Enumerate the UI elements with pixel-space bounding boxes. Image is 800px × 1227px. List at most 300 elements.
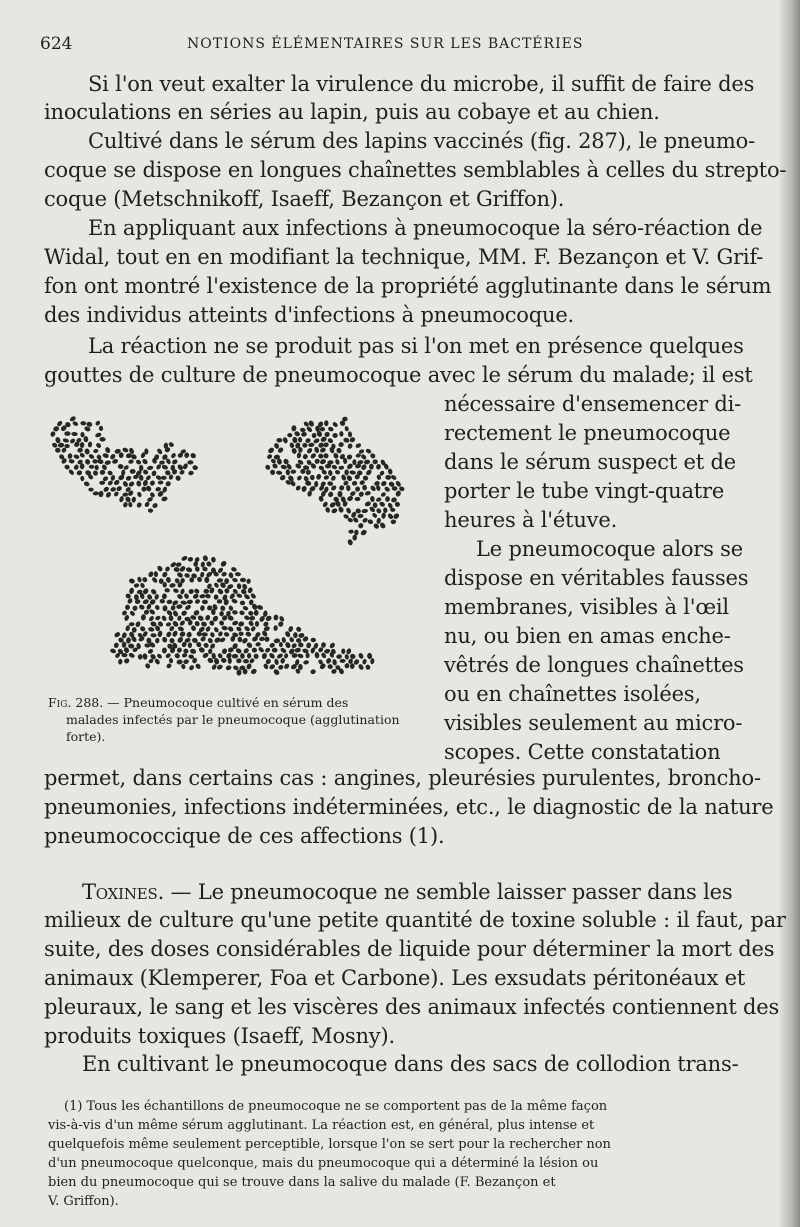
coccus-dot: [306, 447, 313, 454]
coccus-dot: [288, 625, 294, 632]
coccus-dot: [136, 491, 142, 498]
coccus-dot: [72, 420, 79, 426]
body-line: En appliquant aux infections à pneumocoque la séro-réaction de: [88, 216, 763, 240]
coccus-dot: [128, 502, 133, 508]
coccus-dot: [345, 507, 352, 514]
coccus-dot: [344, 663, 350, 669]
coccus-dot: [56, 420, 63, 427]
coccus-dot: [125, 625, 131, 632]
coccus-dot: [360, 463, 367, 471]
coccus-dot: [338, 465, 344, 470]
body-line: rectement le pneumocoque: [444, 421, 731, 445]
coccus-dot: [240, 653, 245, 659]
coccus-dot: [188, 642, 192, 648]
coccus-dot: [320, 427, 326, 432]
body-line: gouttes de culture de pneumocoque avec le sérum du malade; il est: [44, 363, 753, 387]
coccus-dot: [99, 426, 103, 431]
coccus-dot: [190, 625, 197, 632]
coccus-dot: [273, 638, 280, 644]
coccus-dot: [133, 583, 139, 589]
coccus-dot: [194, 598, 201, 605]
coccus-dot: [290, 469, 296, 474]
coccus-dot: [387, 468, 392, 475]
coccus-dot: [192, 593, 199, 600]
coccus-dot: [154, 571, 159, 577]
coccus-dot: [195, 663, 202, 670]
coccus-dot: [213, 582, 219, 589]
coccus-dot: [135, 621, 142, 628]
coccus-dot: [221, 647, 228, 654]
coccus-dot: [89, 465, 95, 469]
coccus-dot: [365, 448, 372, 455]
coccus-dot: [317, 453, 324, 460]
coccus-dot: [295, 485, 302, 492]
coccus-dot: [357, 522, 364, 529]
coccus-dot: [168, 615, 173, 621]
coccus-dot: [128, 652, 136, 659]
coccus-dot: [267, 447, 275, 455]
running-head: NOTIONS ÉLÉMENTAIRES SUR LES BACTÉRIES: [187, 36, 584, 52]
coccus-dot: [180, 600, 187, 605]
coccus-dot: [139, 582, 145, 589]
coccus-dot: [197, 614, 205, 622]
coccus-dot: [200, 621, 207, 627]
coccus-dot: [139, 625, 146, 632]
coccus-dot: [142, 479, 149, 487]
body-line: fon ont montré l'existence de la propriété agglutinante dans le sérum: [44, 274, 772, 298]
coccus-dot: [179, 469, 186, 476]
coccus-dot: [151, 502, 158, 509]
coccus-dot: [151, 470, 157, 477]
coccus-dot: [339, 431, 344, 437]
coccus-dot: [273, 625, 278, 631]
coccus-dot: [77, 447, 84, 453]
coccus-dot: [380, 491, 387, 498]
coccus-dot: [165, 631, 172, 638]
coccus-dot: [208, 648, 213, 654]
coccus-dot: [354, 497, 360, 501]
coccus-dot: [157, 630, 163, 637]
coccus-dot: [277, 620, 284, 627]
coccus-dot: [289, 442, 295, 449]
coccus-dot: [306, 642, 312, 649]
coccus-dot: [93, 491, 99, 496]
coccus-dot: [122, 447, 129, 453]
coccus-dot: [84, 448, 90, 455]
coccus-dot: [349, 490, 356, 497]
figure-caption-line: malades infectés par le pneumocoque (agglutination: [66, 712, 400, 727]
coccus-dot: [236, 583, 241, 590]
coccus-dot: [119, 496, 125, 503]
body-line: membranes, visibles à l'œil: [444, 595, 729, 619]
coccus-dot: [274, 658, 280, 665]
coccus-dot: [276, 438, 282, 443]
coccus-dot: [155, 486, 162, 492]
coccus-dot: [339, 659, 345, 663]
body-line: porter le tube vingt-quatre: [444, 479, 725, 503]
coccus-dot: [180, 663, 186, 669]
coccus-dot: [338, 506, 345, 513]
coccus-dot: [87, 441, 92, 447]
coccus-dot: [322, 452, 329, 459]
coccus-dot: [291, 425, 296, 431]
coccus-dot: [181, 652, 187, 658]
coccus-dot: [183, 593, 190, 600]
coccus-dot: [202, 599, 208, 604]
coccus-dot: [99, 437, 105, 442]
coccus-dot: [359, 479, 366, 485]
coccus-dot: [138, 604, 145, 611]
coccus-dot: [128, 480, 135, 487]
coccus-dot: [238, 632, 243, 637]
coccus-dot: [104, 460, 111, 466]
coccus-dot: [328, 470, 333, 477]
coccus-dot: [168, 441, 175, 448]
coccus-dot: [142, 598, 150, 605]
coccus-dot: [154, 593, 160, 600]
coccus-dot: [250, 625, 256, 632]
coccus-dot: [344, 654, 349, 660]
coccus-dot: [228, 572, 234, 579]
coccus-dot: [148, 627, 155, 633]
coccus-dot: [357, 514, 363, 519]
coccus-dot: [170, 604, 176, 611]
coccus-dot: [250, 668, 258, 675]
coccus-dot: [183, 648, 189, 654]
coccus-dot: [202, 555, 209, 562]
coccus-dot: [189, 648, 197, 655]
coccus-dot: [344, 469, 349, 475]
coccus-dot: [172, 588, 179, 594]
coccus-dot: [258, 646, 265, 653]
coccus-dot: [314, 458, 321, 465]
coccus-dot: [228, 605, 234, 612]
coccus-dot: [301, 485, 308, 492]
coccus-dot: [375, 507, 382, 514]
coccus-dot: [375, 463, 381, 470]
coccus-dot: [125, 604, 131, 610]
coccus-dot: [279, 642, 283, 647]
coccus-dot: [220, 605, 226, 611]
coccus-dot: [227, 625, 234, 632]
coccus-dot: [319, 458, 327, 465]
coccus-dot: [390, 519, 396, 524]
coccus-dot: [92, 470, 99, 477]
footnote-line: vis-à-vis d'un même sérum agglutinant. La réaction est, en général, plus intense et: [48, 1118, 595, 1133]
coccus-dot: [99, 481, 105, 485]
coccus-dot: [139, 465, 143, 471]
coccus-dot: [362, 517, 369, 524]
figure-caption-line: [48, 694, 348, 711]
coccus-dot: [179, 631, 186, 638]
coccus-dot: [141, 458, 148, 465]
coccus-dot: [268, 663, 275, 670]
coccus-dot: [243, 615, 250, 621]
coccus-dot: [310, 452, 317, 459]
coccus-dot: [94, 465, 98, 471]
coccus-dot: [200, 636, 207, 643]
coccus-dot: [80, 421, 86, 426]
coccus-dot: [95, 442, 102, 449]
coccus-dot: [348, 431, 353, 437]
coccus-dot: [95, 420, 102, 427]
coccus-dot: [64, 464, 71, 470]
coccus-dot: [165, 577, 171, 584]
coccus-dot: [232, 610, 238, 615]
coccus-dot: [364, 501, 372, 508]
coccus-dot: [73, 464, 80, 471]
coccus-dot: [346, 453, 353, 460]
coccus-dot: [209, 632, 215, 638]
coccus-dot: [183, 659, 190, 665]
coccus-dot: [372, 459, 378, 464]
body-line: heures à l'étuve.: [444, 508, 618, 532]
coccus-dot: [156, 653, 163, 660]
coccus-dot: [162, 605, 168, 612]
coccus-dot: [246, 663, 253, 670]
coccus-dot: [110, 475, 116, 482]
section-heading-toxines: Toxines. —: [82, 880, 192, 904]
coccus-dot: [103, 486, 110, 493]
coccus-dot: [68, 469, 75, 476]
coccus-dot: [144, 501, 151, 508]
coccus-dot: [205, 593, 211, 598]
coccus-dot: [285, 469, 290, 476]
coccus-dot: [139, 474, 144, 481]
coccus-dot: [354, 486, 361, 493]
coccus-dot: [62, 438, 69, 444]
coccus-dot: [201, 632, 207, 636]
coccus-dot: [144, 662, 151, 669]
coccus-dot: [204, 577, 209, 583]
coccus-dot: [175, 475, 182, 482]
coccus-dot: [355, 442, 362, 448]
coccus-dot: [190, 452, 197, 459]
coccus-dot: [296, 475, 303, 482]
coccus-dot: [242, 605, 249, 611]
coccus-dot: [338, 491, 343, 497]
coccus-dot: [148, 615, 155, 622]
coccus-dot: [128, 643, 135, 649]
coccus-dot: [213, 626, 219, 633]
coccus-dot: [98, 490, 104, 497]
coccus-dot: [273, 614, 279, 621]
coccus-dot: [99, 469, 105, 475]
coccus-dot: [132, 605, 138, 611]
coccus-dot: [232, 620, 239, 626]
coccus-dot: [385, 475, 391, 480]
body-line: des individus atteints d'infections à pneumocoque.: [44, 303, 575, 327]
coccus-dot: [147, 648, 154, 655]
coccus-dot: [151, 576, 158, 584]
body-line: La réaction ne se produit pas si l'on met en présence quelques: [88, 334, 744, 358]
coccus-dot: [268, 652, 276, 660]
coccus-dot: [247, 653, 252, 659]
coccus-dot: [293, 632, 298, 638]
coccus-dot: [344, 426, 349, 432]
coccus-dot: [164, 588, 170, 593]
coccus-dot: [266, 453, 273, 460]
coccus-dot: [369, 485, 376, 492]
coccus-dot: [305, 469, 312, 476]
coccus-dot: [333, 452, 340, 459]
body-line: coque se dispose en longues chaînettes semblables à celles du strepto-: [44, 158, 787, 182]
coccus-dot: [370, 496, 375, 502]
coccus-dot: [159, 460, 165, 464]
coccus-dot: [97, 458, 104, 464]
coccus-dot: [316, 473, 322, 480]
coccus-dot: [349, 470, 356, 475]
coccus-dot: [207, 637, 214, 644]
coccus-dot: [279, 474, 287, 482]
coccus-dot: [118, 659, 123, 665]
coccus-dot: [198, 646, 206, 654]
coccus-dot: [302, 453, 309, 460]
coccus-dot: [205, 625, 212, 632]
coccus-dot: [159, 599, 165, 604]
coccus-dot: [371, 512, 378, 519]
coccus-dot: [162, 593, 168, 599]
coccus-dot: [236, 658, 242, 663]
coccus-dot: [93, 449, 99, 454]
coccus-dot: [216, 599, 222, 604]
coccus-dot: [67, 453, 73, 459]
body-line: animaux (Klemperer, Foa et Carbone). Les exsudats péritonéaux et: [44, 966, 746, 990]
figure-caption-text: — Pneumocoque cultivé en sérum des: [103, 695, 349, 710]
coccus-dot: [64, 431, 70, 436]
page-number: 624: [40, 34, 73, 54]
coccus-dot: [80, 432, 85, 438]
coccus-dot: [116, 485, 123, 492]
coccus-dot: [261, 652, 267, 659]
footnote-line: quelquefois même seulement perceptible, lorsque l'on se sert pour la rechercher non: [48, 1137, 611, 1152]
coccus-dot: [136, 502, 143, 509]
coccus-dot: [360, 453, 367, 460]
coccus-dot: [235, 572, 241, 576]
coccus-dot: [255, 621, 259, 627]
body-line: produits toxiques (Isaeff, Mosny).: [44, 1024, 395, 1048]
coccus-dot: [92, 459, 98, 464]
coccus-dot: [137, 576, 142, 583]
coccus-dot: [237, 636, 243, 642]
coccus-dot: [138, 654, 143, 660]
coccus-dot: [188, 664, 195, 671]
body-line: milieux de culture qu'une petite quantité de toxine soluble : il faut, par: [44, 908, 786, 932]
coccus-dot: [372, 502, 377, 508]
footnote-line: bien du pneumocoque qui se trouve dans la salive du malade (F. Bezançon et: [48, 1175, 556, 1190]
coccus-dot: [83, 481, 90, 488]
body-line: inoculations en séries au lapin, puis au cobaye et au chien.: [44, 100, 660, 124]
coccus-dot: [192, 465, 198, 471]
coccus-dot: [182, 463, 189, 471]
coccus-dot: [325, 507, 331, 514]
coccus-dot: [164, 566, 170, 573]
coccus-dot: [71, 432, 78, 436]
coccus-dot: [311, 638, 317, 643]
coccus-dot: [193, 588, 200, 595]
coccus-dot: [68, 459, 75, 464]
coccus-dot: [109, 648, 116, 654]
coccus-dot: [156, 565, 163, 573]
coccus-dot: [148, 608, 156, 615]
coccus-dot: [346, 495, 354, 502]
coccus-dot: [180, 588, 186, 595]
coccus-dot: [211, 663, 218, 670]
body-line: suite, des doses considérables de liquide pour déterminer la mort des: [44, 937, 775, 961]
coccus-dot: [327, 491, 334, 498]
coccus-dot: [271, 463, 278, 470]
coccus-dot: [177, 626, 185, 633]
coccus-dot: [329, 642, 336, 650]
coccus-dot: [243, 659, 249, 664]
body-line: dans le sérum suspect et de: [444, 450, 736, 474]
coccus-dot: [256, 604, 264, 611]
coccus-dot: [122, 501, 128, 508]
coccus-dot: [347, 443, 353, 450]
coccus-dot: [246, 641, 254, 649]
coccus-dot: [314, 652, 319, 659]
coccus-dot: [346, 648, 352, 655]
coccus-dot: [194, 620, 201, 627]
coccus-dot: [287, 433, 292, 437]
coccus-dot: [390, 474, 397, 481]
coccus-dot: [216, 578, 223, 583]
coccus-dot: [177, 615, 182, 621]
coccus-dot: [174, 652, 181, 659]
coccus-dot: [295, 626, 302, 633]
coccus-dot: [297, 452, 302, 458]
coccus-dot: [282, 437, 289, 444]
coccus-dot: [176, 604, 183, 610]
coccus-dot: [352, 480, 358, 486]
body-line: visibles seulement au micro-: [444, 711, 743, 735]
figure-label: Fig. 288.: [48, 695, 104, 710]
coccus-dot: [348, 529, 354, 534]
coccus-dot: [186, 631, 192, 638]
section-toxines-first-line: [82, 878, 732, 906]
body-line: Widal, tout en en modifiant la technique, MM. F. Bezançon et V. Grif-: [44, 245, 764, 269]
coccus-dot: [361, 509, 368, 514]
coccus-dot: [180, 610, 188, 617]
coccus-dot: [379, 501, 386, 508]
coccus-dot: [314, 446, 320, 453]
coccus-dot: [362, 485, 367, 491]
coccus-dot: [141, 576, 148, 583]
coccus-dot: [172, 630, 179, 638]
coccus-dot: [367, 653, 373, 660]
coccus-dot: [324, 420, 329, 426]
coccus-dot: [245, 631, 252, 637]
coccus-dot: [165, 480, 172, 487]
coccus-dot: [384, 486, 391, 493]
coccus-dot: [176, 659, 183, 665]
coccus-dot: [247, 587, 254, 594]
coccus-dot: [365, 664, 372, 671]
coccus-dot: [80, 476, 84, 482]
coccus-dot: [158, 480, 164, 484]
coccus-dot: [140, 614, 146, 621]
coccus-dot: [141, 486, 146, 491]
running-header: [40, 34, 760, 60]
coccus-dot: [352, 459, 356, 465]
footnote-line: d'un pneumocoque quelconque, mais du pneumocoque qui a déterminé la lésion ou: [48, 1156, 599, 1171]
coccus-dot: [52, 425, 59, 432]
coccus-dot: [129, 622, 135, 626]
coccus-dot: [291, 447, 298, 454]
coccus-dot: [211, 557, 216, 563]
coccus-dot: [76, 469, 83, 476]
coccus-dot: [64, 444, 70, 448]
